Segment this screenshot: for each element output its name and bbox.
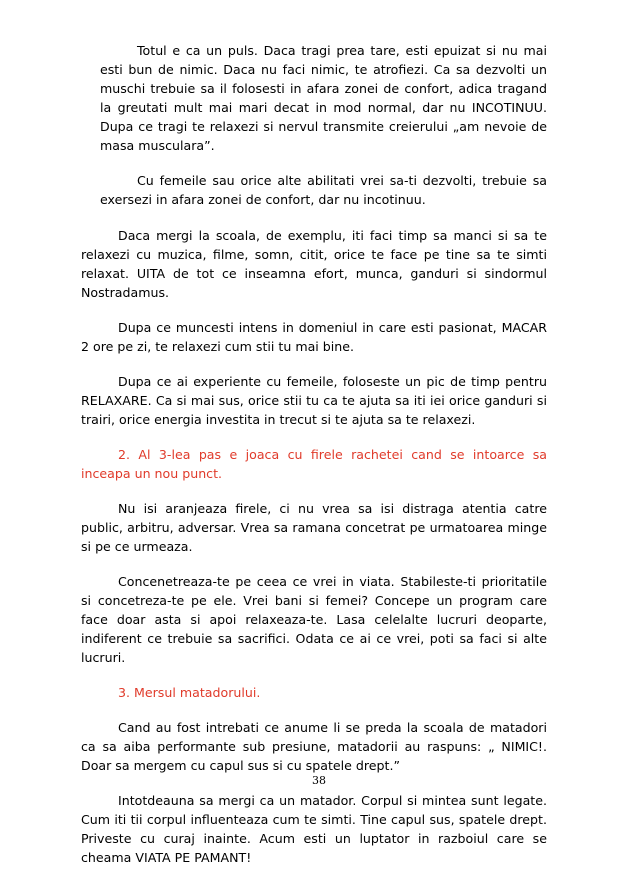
paragraph-women-comfort-zone: Cu femeile sau orice alte abilitati vrei sa-ti dezvolti, trebuie sa exersezi in afara zonei de confort, dar nu incotinuu. (100, 173, 547, 207)
paragraph-school-example: Daca mergi la scoala, de exemplu, iti faci timp sa manci si sa te relaxezi cu muzica, filme, somn, citit, orice te face pe tine sa te simti relaxat. UITA de tot ce inseamna efort, munca, ganduri si sindormul Nostradamus. (81, 228, 547, 300)
section-heading-matador: 3. Mersul matadorului. (118, 685, 261, 700)
paragraph-experiences-relax: Dupa ce ai experiente cu femeile, foloseste un pic de timp pentru RELAXARE. Ca si mai sus, orice stii tu ca te ajuta sa iti iei orice ganduri si trairi, orice energia investita in trecut si te ajuta sa te relaxezi. (81, 374, 547, 427)
paragraph-work-relax: Dupa ce muncesti intens in domeniul in care esti pasionat, MACAR 2 ore pe zi, te relaxezi cum stii tu mai bine. (81, 320, 547, 354)
paragraph-pulse: Totul e ca un puls. Daca tragi prea tare, esti epuizat si nu mai esti bun de nimic. Daca nu faci nimic, te atrofiezi. Ca sa dezvolti un muschi trebuie sa il folosesti in afara zonei de confort, adica tragand la greutati mult mai mari decat in mod normal, dar nu INCOTINUU. Dupa ce tragi te relaxezi si nervul transmite creierului „am nevoie de masa musculara”. (100, 43, 547, 153)
paragraph-walk-like-matador: Intotdeauna sa mergi ca un matador. Corpul si mintea sunt legate. Cum iti tii corpul influenteaza cum te simti. Tine capul sus, spatele drept. Priveste cu curaj inainte. Acum esti un luptator in razboiul care se cheama VIATA PE PAMANT! (81, 793, 547, 865)
page-body (81, 41, 547, 883)
paragraph-focus: Concenetreaza-te pe ceea ce vrei in viata. Stabileste-ti prioritatile si concetreza-te pe ele. Vrei bani si femei? Concepe un program care face doar asta si apoi relaxeaza-te. Lasa celelalte lucruri deoparte, indiferent ce trebuie sa sacrifici. Odata ce ai ce vrei, poti sa faci si alte lucruri. (81, 574, 547, 665)
paragraph-matador-school: Cand au fost intrebati ce anume li se preda la scoala de matadori ca sa aiba performante sub presiune, matadorii au raspuns: „ NIMIC!. Doar sa mergem cu capul sus si cu spatele drept.” (81, 720, 547, 773)
page-number: 38 (312, 774, 326, 787)
section-heading-step-3: 2. Al 3-lea pas e joaca cu firele rachetei cand se intoarce sa inceapa un nou punct. (81, 447, 547, 481)
paragraph-racket-strings: Nu isi aranjeaza firele, ci nu vrea sa isi distraga atentia catre public, arbitru, adversar. Vrea sa ramana concetrat pe urmatoarea minge si pe ce urmeaza. (81, 501, 547, 554)
